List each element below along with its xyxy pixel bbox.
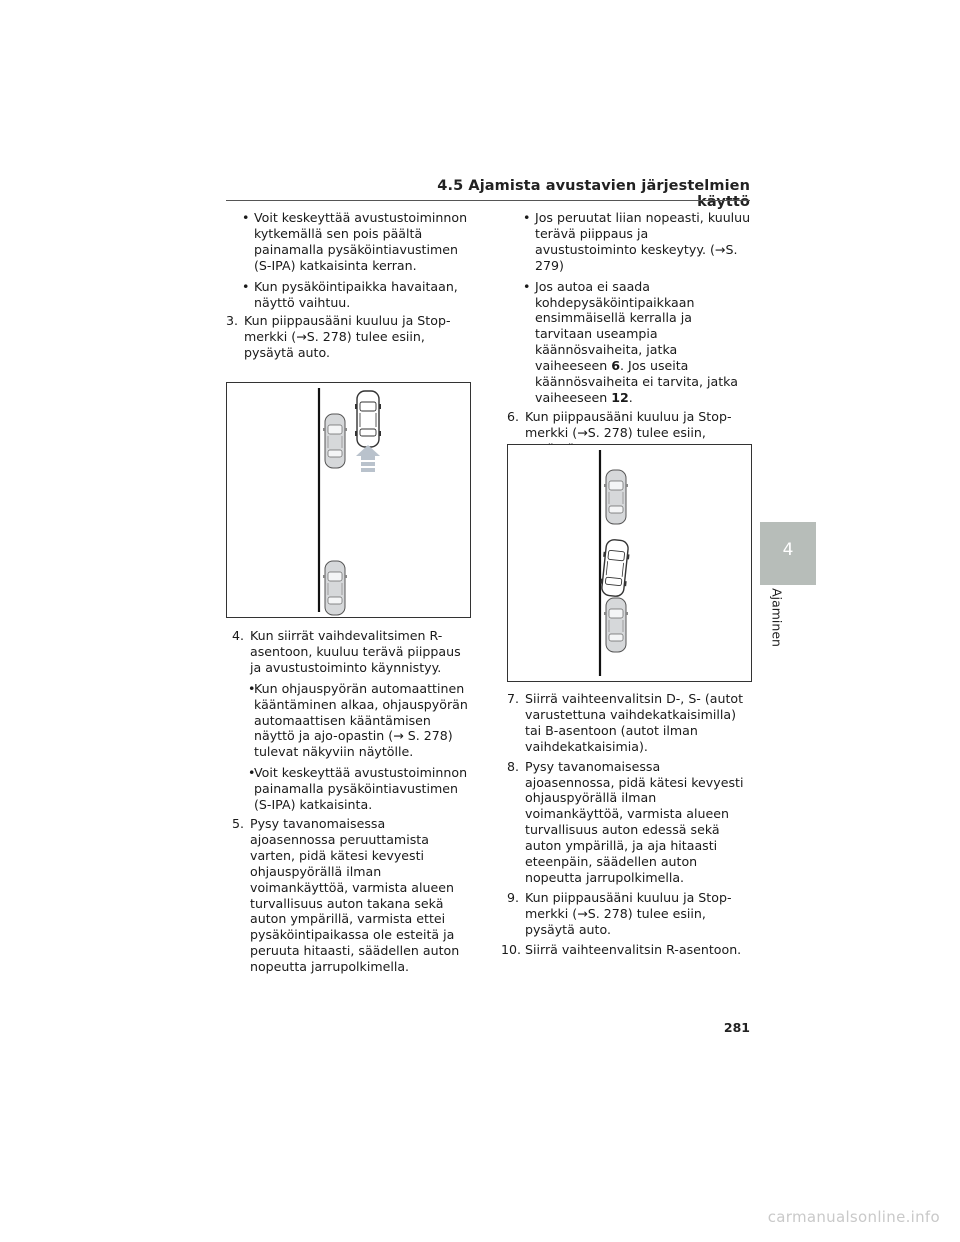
step-text: Kun siirrät vaihdevalitsimen R-asentoon, kuuluu terävä piippaus ja avustustoiminto käynnistyy. xyxy=(250,628,461,675)
bullet-pause-assist-2: • Voit keskeyttää avustustoiminnon painamalla pysäköintiavustimen (S-IPA) katkaisinta. xyxy=(232,765,472,813)
step-ref-6: 6 xyxy=(611,358,620,374)
step-3 xyxy=(226,313,471,361)
step-number: 7. xyxy=(507,691,520,706)
step-number: 9. xyxy=(507,889,520,905)
section-title: 4.5 Ajamista avustavien järjestelmien käyttö xyxy=(437,178,750,210)
step-text: Kun piippausääni kuuluu ja Stop-merkki (→S. 278) tulee esiin, xyxy=(525,408,732,440)
step-8 xyxy=(507,759,753,886)
bullet-steering-display: • Kun ohjauspyörän automaattinen kääntäminen alkaa, ohjauspyörän automaattisen kääntämisen näyttö ja ajo-opastin (→ S. 278) tulevat näkyviin näytölle. xyxy=(232,681,472,761)
step-7 xyxy=(507,691,753,755)
chapter-number: 4 xyxy=(782,540,794,560)
watermark: carmanualsonline.info xyxy=(767,1208,940,1226)
parking-diagram-2 xyxy=(507,444,752,682)
step-number: 10. xyxy=(501,941,522,957)
page-number: 281 xyxy=(723,1020,750,1035)
parking-diagram-1 xyxy=(226,382,471,618)
step-number: 5. xyxy=(232,815,245,831)
parking-illustration-1 xyxy=(227,383,470,617)
bullet-reversing-too-fast: • Jos peruutat liian nopeasti, kuuluu terävä piippaus ja avustustoiminto keskeytyy. (→S. 279) xyxy=(507,210,753,274)
step-number: 6. xyxy=(507,408,520,424)
parking-illustration-2 xyxy=(508,445,751,681)
right-column-top xyxy=(507,210,753,457)
step-number: 3. xyxy=(226,313,239,329)
right-column-bottom xyxy=(501,691,753,958)
step-ref-12: 12 xyxy=(611,389,629,405)
step-number: 8. xyxy=(507,758,520,774)
bullet-pause-assist: • Voit keskeyttää avustustoiminnon kytkemällä sen pois päältä painamalla pysäköintiavustimen (S-IPA) katkaisinta kerran. xyxy=(226,210,471,274)
step-number: 4. xyxy=(232,628,245,643)
step-5 xyxy=(232,816,472,975)
bullet-text: Jos autoa ei saada kohdepysäköintipaikkaan ensimmäisellä kerralla ja tarvitaan useampia käännösvaiheita, jatka vaiheeseen xyxy=(535,278,695,374)
step-4 xyxy=(232,628,472,676)
step-text: Kun piippausääni kuuluu ja Stop-merkki (→S. 278) tulee esiin, pysäytä auto. xyxy=(244,313,451,361)
step-9 xyxy=(507,890,753,938)
step-text: Pysy tavanomaisessa ajoasennossa, pidä kätesi kevyesti ohjauspyörällä ilman voimankäyttöä, varmista alueen turvallisuus auton edessä sekä auton ympärillä, ja aja hitaasti eteenpäin, säädellen auton nopeutta jarrupolkimella. xyxy=(525,758,744,885)
bullet-text: . xyxy=(628,389,633,405)
step-text: Siirrä vaihteenvalitsin D-, S- (autot varustettuna vaihdekatkaisimilla) tai B-asentoon (autot ilman vaihdekatkaisimia). xyxy=(525,691,744,754)
chapter-label: Ajaminen xyxy=(769,588,785,647)
left-column-bottom xyxy=(232,628,472,975)
step-text: Kun piippausääni kuuluu ja Stop-merkki (→S. 278) tulee esiin, pysäytä auto. xyxy=(525,889,732,937)
step-10 xyxy=(501,942,753,958)
step-text: Siirrä vaihteenvalitsin R-asentoon. xyxy=(525,941,742,957)
left-column-top xyxy=(226,210,471,361)
bullet-display-changes: • Kun pysäköintipaikka havaitaan, näyttö vaihtuu. xyxy=(226,279,471,311)
step-text: Pysy tavanomaisessa ajoasennossa peruuttamista varten, pidä kätesi kevyesti ohjauspyörällä ilman voimankäyttöä, varmista alueen turvallisuus auton takana sekä auton ympärillä, varmista ettei pysäköintipaikassa ole esteitä ja peruuta hitaasti, säädellen auton nopeutta jarrupolkimella. xyxy=(250,815,460,975)
bullet-text: . Jos useita käännösvaiheita ei tarvita, jatka vaiheeseen xyxy=(535,358,738,405)
bullet-multiple-turns xyxy=(507,279,753,406)
header-rule xyxy=(226,200,750,201)
